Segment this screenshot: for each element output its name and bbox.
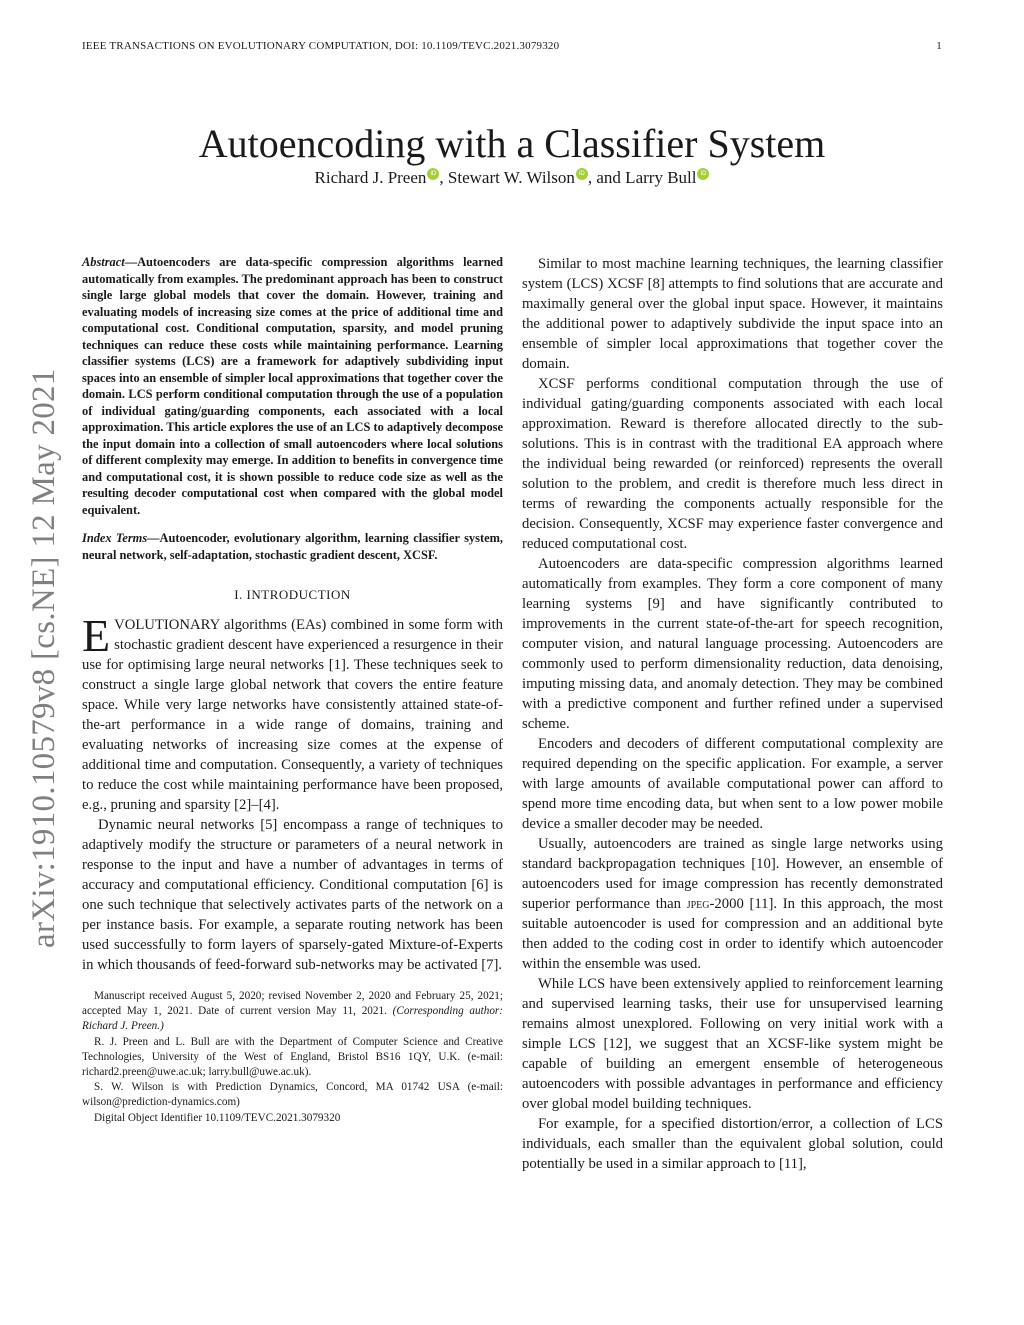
left-column	[82, 254, 503, 1126]
running-header	[82, 40, 942, 52]
body-paragraph: Autoencoders are data-specific compression algorithms learned automatically from examples. They form a core component of many learning systems [9] and have significantly contributed to improvements in the current state-of-the-art for speech recognition, computer vision, and natural language processing. Autoencoders are commonly used to perform dimensionality reduction, data denoising, imputing missing data, and anomaly detection. They may be combined with a predictive component and further refined under a supervised scheme.	[522, 556, 943, 732]
footnote-manuscript	[82, 989, 503, 1035]
body-text: -2000 [11]. In this approach, the most suitable autoencoder is used for compression and an additional byte then added to the coding cost in order to identify which autoencoder within the ensemble was used.	[522, 896, 944, 972]
footnotes	[82, 989, 503, 1126]
journal-header: IEEE TRANSACTIONS ON EVOLUTIONARY COMPUTATION, DOI: 10.1109/TEVC.2021.3079320	[82, 40, 560, 52]
footnote-manuscript-text: Manuscript received August 5, 2020; revised November 2, 2020 and February 25, 2021; accepted May 1, 2021. Date of current version May 11, 2021.	[82, 990, 503, 1018]
arxiv-stamp[interactable]: arXiv:1910.10579v8 [cs.NE] 12 May 2021	[26, 368, 62, 948]
author-name: , Stewart W. Wilson	[439, 168, 575, 187]
intro-paragraph-1	[82, 610, 503, 815]
abstract-text: —Autoencoders are data-specific compression algorithms learned automatically from examples. The predominant approach has been to construct single large global models that cover the domain. However, training and evaluating models of increasing size comes at the price of additional time and computational cost. Conditional computation, sparsity, and model pruning techniques can reduce these costs while maintaining performance. Learning classifier systems (LCS) are a framework for adaptively subdividing input spaces into an ensemble of simpler local approximations that together cover the domain. LCS perform conditional computation through the use of a population of individual gating/guarding components, each associated with a local approximation. This article explores the use of an LCS to adaptively decompose the input domain into a collection of small autoencoders where local solutions of different complexity may emerge. In addition to benefits in convergence time and computational cost, it is shown possible to reduce code size as well as the resulting decoder computational cost when compared with the global model equivalent.	[82, 255, 503, 517]
intro-paragraph-1-text: VOLUTIONARY algorithms (EAs) combined in some form with stochastic gradient descent have experienced a resurgence in their use for optimising large neural networks [1]. These techniques seek to construct a single large global network that covers the entire feature space. While very large networks have consistently attained state-of-the-art performance in a wide range of domains, training and evaluating networks of increasing size comes at the expense of additional time and computation. Consequently, a variety of techniques to reduce the cost while maintaining performance have been proposed, e.g., pruning and sparsity [2]–[4].	[82, 617, 503, 813]
section-number: I.	[234, 587, 247, 602]
abstract-label: Abstract	[82, 255, 125, 269]
paper-title: Autoencoding with a Classifier System	[198, 120, 826, 166]
section-title-rest: NTRODUCTION	[251, 587, 351, 602]
body-paragraph: XCSF performs conditional computation through the use of individual gating/guarding components associated with each local approximation. Reward is therefore allocated directly to the sub-solutions. This is in contrast with the traditional EA approach where the individual being rewarded (or reinforced) represents the overall solution to the problem, and credit is therefore much less direct in terms of rewarding the components actually responsible for the decision. Consequently, XCSF may experience faster convergence and reduced computational cost.	[522, 376, 943, 552]
drop-cap: E	[82, 610, 111, 661]
body-paragraph	[522, 834, 943, 974]
author-name: Richard J. Preen	[314, 168, 427, 187]
body-paragraph: Encoders and decoders of different computational complexity are required depending on the specific application. For example, a server with large amounts of available computational power can afford to spend more time encoding data, but when sent to a low power mobile device a smaller decoder may be needed.	[522, 736, 943, 832]
jpeg-term: jpeg	[686, 896, 710, 912]
body-paragraph: For example, for a specified distortion/error, a collection of LCS individuals, each smaller than the equivalent global solution, could potentially be used in a similar approach to [11],	[522, 1116, 943, 1172]
index-terms-label: Index Terms	[82, 531, 148, 545]
section-title-first: I	[246, 587, 252, 602]
right-column	[522, 254, 943, 1174]
index-terms	[82, 530, 503, 563]
orcid-icon[interactable]: iD	[576, 168, 588, 180]
orcid-icon[interactable]: iD	[427, 168, 439, 180]
footnote-doi: Digital Object Identifier 10.1109/TEVC.2021.3079320	[94, 1111, 341, 1124]
footnote-affiliation-1: R. J. Preen and L. Bull are with the Department of Computer Science and Creative Technologies, University of the West of England, Bristol BS16 1QY, U.K. (e-mail: richard2.preen@uwe.ac.uk; larry.bull@uwe.ac.uk).	[82, 1035, 503, 1079]
abstract	[82, 254, 503, 518]
section-heading-introduction	[82, 585, 503, 605]
body-paragraph: While LCS have been extensively applied to reinforcement learning and supervised learning tasks, their use for unsupervised learning remains almost unexplored. Following on very initial work with a simple LCS [12], we suggest that an XCSF-like system might be capable of building an emergent ensemble of heterogeneous autoencoders with possible advantages in performance and efficiency over global model building techniques.	[522, 976, 943, 1112]
index-terms-text: —Autoencoder, evolutionary algorithm, learning classifier system, neural network, self-adaptation, stochastic gradient descent, XCSF.	[82, 531, 503, 562]
body-text: Usually, autoencoders are trained as single large networks using standard backpropagation techniques [10]. However, an ensemble of autoencoders used for image compression has recently demonstrated superior performance than	[522, 836, 943, 912]
footnote-affiliation-2: S. W. Wilson is with Prediction Dynamics, Concord, MA 01742 USA (e-mail: wilson@prediction-dynamics.com)	[82, 1081, 503, 1109]
page-number: 1	[936, 40, 942, 52]
author-list	[0, 168, 1024, 188]
corresponding-author: (Corresponding author: Richard J. Preen.)	[82, 1005, 503, 1033]
author-name: , and Larry Bull	[587, 168, 697, 187]
body-paragraph: Similar to most machine learning techniques, the learning classifier system (LCS) XCSF [8] attempts to find solutions that are accurate and maximally general over the global input space. However, it maintains the additional power to adaptively subdivide the input space into an ensemble of simpler local approximations that together cover the domain.	[522, 256, 943, 372]
intro-paragraph-2: Dynamic neural networks [5] encompass a range of techniques to adaptively modify the structure or parameters of a neural network in response to the input and have a number of advantages in terms of accuracy and computational efficiency. Conditional computation [6] is one such technique that selectively activates parts of the network on a per instance basis. For example, a separate routing network has been used successfully to form layers of sparsely-gated Mixture-of-Experts in which thousands of feed-forward sub-networks may be activated [7].	[82, 817, 503, 973]
orcid-icon[interactable]: iD	[697, 168, 709, 180]
